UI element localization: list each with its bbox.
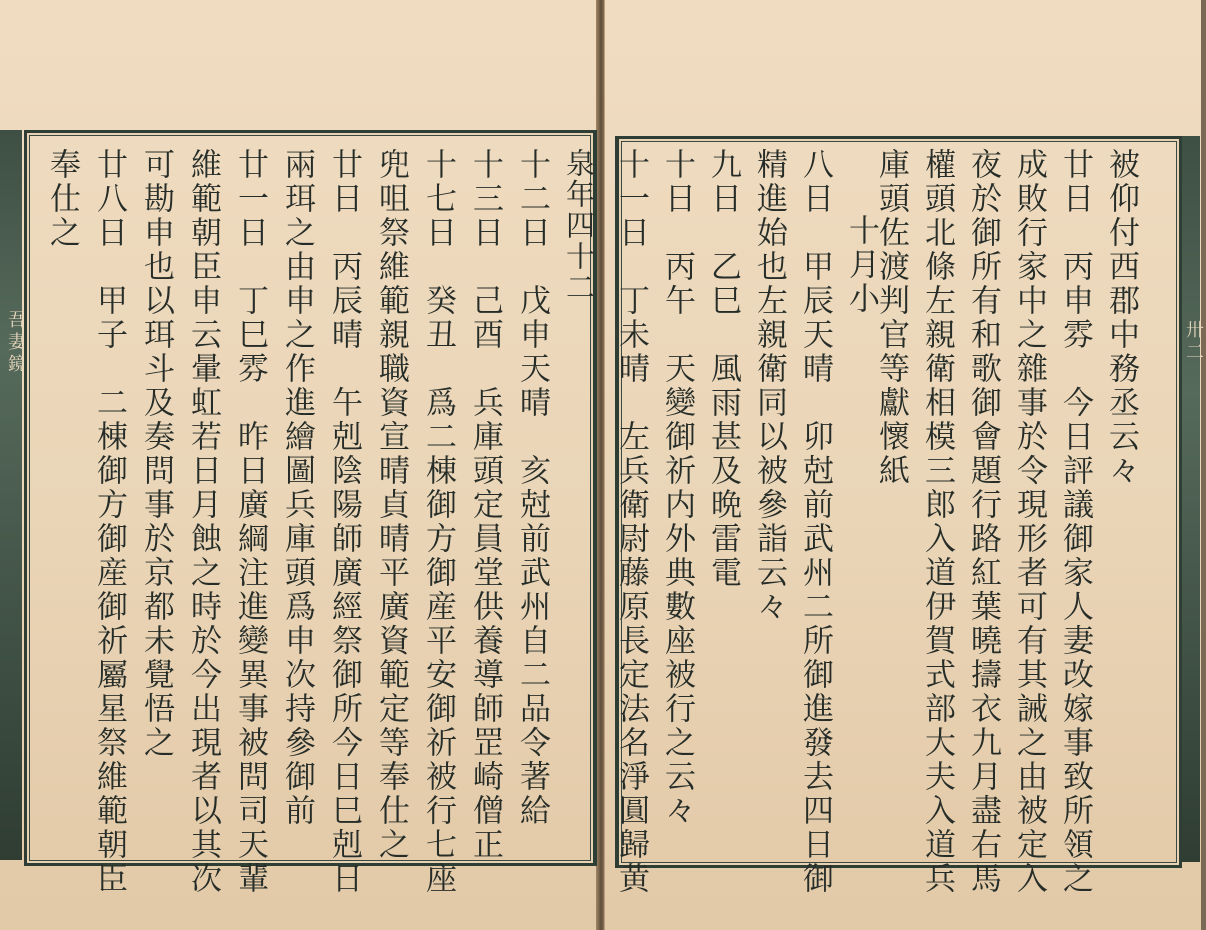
left-column-11: 廿八日 甲子 二棟御方御産御祈屬星祭維範朝臣: [91, 148, 127, 896]
left-column-2: 十二日 戊申天晴 亥尅前武州自二品令著給: [514, 148, 550, 828]
left-column-10: 可勘申也以珥斗及奏問事於京都未覺悟之: [138, 148, 174, 760]
right-column-1: 被仰付西郡中務丞云々: [1103, 148, 1139, 488]
right-column-2: 廿日 丙申雰 今日評議御家人妻改嫁事致所領之: [1057, 148, 1093, 896]
right-column-3: 成敗行家中之雜事於令現形者可有其誡之由被定入: [1011, 148, 1047, 896]
left-column-8: 廿一日 丁巳雰 昨日廣綱注進變異事被問司天輩: [232, 148, 268, 896]
right-column-8: 八日 甲辰天晴 卯尅前武州二所御進發去四日御: [797, 148, 833, 896]
left-column-9: 維範朝臣申云暈虹若日月蝕之時於今出現者以其次: [185, 148, 221, 896]
right-column-11: 十日 丙午 天變御祈内外典數座被行之云々: [659, 148, 695, 828]
right-edge-label: 卅二: [1183, 320, 1204, 364]
right-column-5: 權頭北條左親衛相模三郎入道伊賀式部大夫入道兵: [919, 148, 955, 896]
left-column-12: 奉仕之: [44, 148, 80, 250]
left-column-1: 泉年四十二: [562, 148, 596, 303]
left-column-7: 兩珥之由申之作進繪圖兵庫頭爲申次持參御前: [279, 148, 315, 828]
right-column-10: 九日 乙巳 風雨甚及晩雷電: [705, 148, 741, 590]
left-column-4: 十七日 癸丑 爲二棟御方御産平安御祈被行七座: [420, 148, 456, 896]
left-column-3: 十三日 己酉 兵庫頭定員堂供養導師罡崎僧正: [467, 148, 503, 862]
left-edge-label: 吾妻鏡: [5, 310, 26, 376]
right-column-9: 精進始也左親衛同以被參詣云々: [751, 148, 787, 624]
left-column-5: 兜咀祭維範親職資宣晴貞晴平廣資範定等奉仕之: [373, 148, 409, 862]
left-edge-strip: [0, 130, 22, 860]
right-column-6: 庫頭佐渡判官等獻懷紙: [873, 148, 909, 488]
left-column-6: 廿日 丙辰晴 午剋陰陽師廣經祭御所今日巳剋日: [326, 148, 362, 896]
right-column-4: 夜於御所有和歌御會題行路紅葉曉擣衣九月盡右馬: [965, 148, 1001, 896]
right-column-7-heading: 十月小: [843, 214, 879, 316]
right-column-12: 十一日 丁未晴 左兵衛尉藤原長定法名淨圓歸黄: [613, 148, 649, 896]
